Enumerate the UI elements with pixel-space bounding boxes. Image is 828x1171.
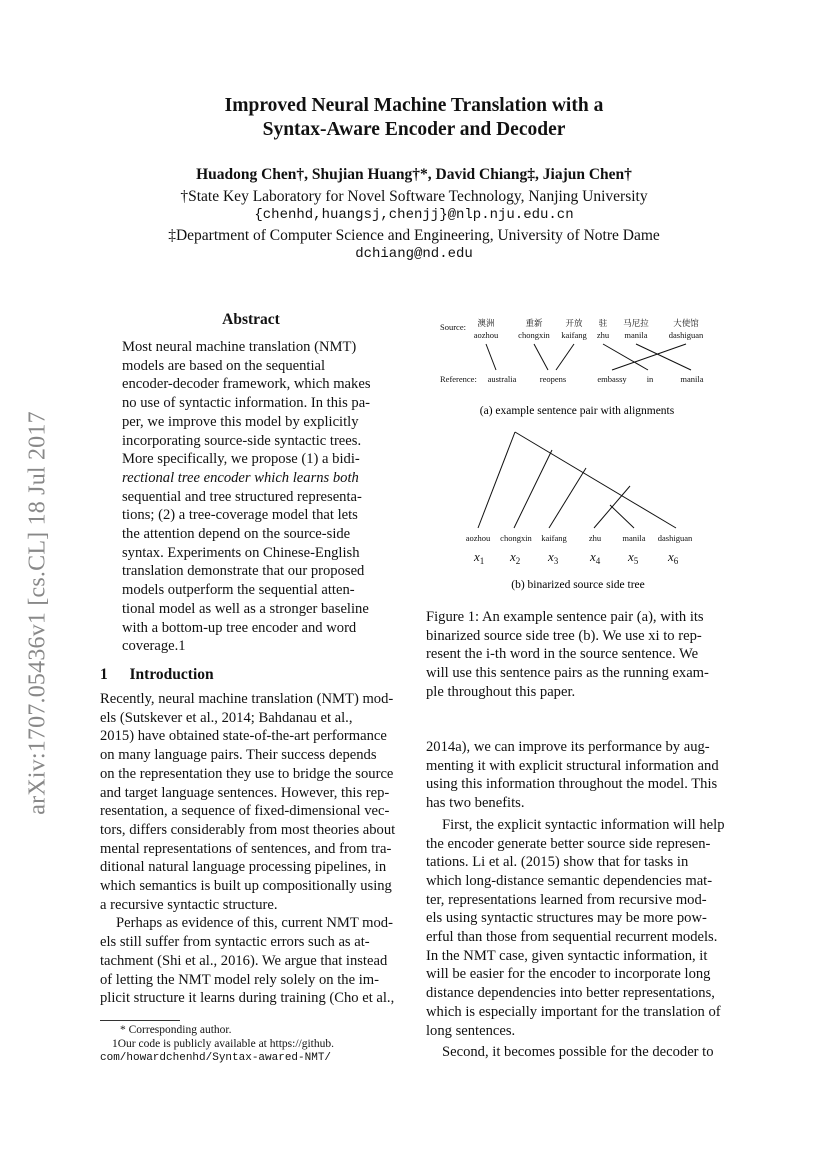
body-line: First, the explicit syntactic information will help [442, 816, 725, 833]
pinyin-4: zhu [596, 330, 610, 340]
section-number: 1 [100, 666, 108, 683]
intro-line: tors, differs considerably from most theories about [100, 821, 396, 838]
intro-line: on the representation they use to bridge the source [100, 765, 394, 782]
intro-line: els still suffer from syntactic errors such as at- [100, 934, 370, 951]
email-1: {chenhd,huangsj,chenjj}@nlp.nju.edu.cn [254, 207, 574, 223]
hanzi-6: 大使馆 [673, 318, 699, 328]
abstract-line: incorporating source-side syntactic trees. [122, 432, 362, 449]
alignment-link [636, 344, 691, 370]
footnote-rule [100, 1020, 180, 1021]
abstract-heading: Abstract [222, 311, 280, 328]
alignment-link [603, 344, 648, 370]
intro-line: mental representations of sentences, and from tra- [100, 840, 392, 857]
figure-caption [426, 608, 732, 702]
pinyin-3: kaifang [561, 330, 587, 340]
arxiv-sidebar-stamp [18, 378, 58, 848]
intro-line: a recursive syntactic structure. [100, 896, 278, 913]
intro-line: tachment (Shi et al., 2016). We argue that instead [100, 952, 388, 969]
caption-line: will use this sentence pairs as the running exam- [426, 665, 709, 682]
alignment-link [486, 344, 496, 370]
alignment-link [556, 344, 574, 370]
alignment-link [534, 344, 548, 370]
alignment-link [612, 344, 686, 370]
body-line: erful than those from sequential recurrent models. [426, 929, 718, 946]
tree-edge [514, 450, 552, 528]
tree-edge [478, 432, 515, 528]
intro-line: on many language pairs. Their success depends [100, 747, 377, 764]
caption-b: (b) binarized source side tree [511, 579, 645, 591]
hanzi-5: 马尼拉 [623, 318, 649, 328]
abstract-line: coverage.1 [122, 638, 186, 655]
ref-word-5: manila [680, 374, 704, 384]
ref-word-2: reopens [539, 374, 567, 384]
pinyin-2: chongxin [518, 330, 550, 340]
caption-line: Figure 1: An example sentence pair (a), with its [426, 609, 704, 625]
intro-line: ditional natural language processing pipelines, in [100, 859, 387, 876]
abstract-line: models outperform the sequential atten- [122, 582, 355, 599]
caption-line: ple throughout this paper. [426, 683, 576, 700]
abstract-line: the attention depend on the source-side [122, 526, 351, 543]
intro-line: 2015) have obtained state-of-the-art performance [100, 728, 387, 745]
abstract-line: with a bottom-up tree encoder and word [122, 619, 357, 636]
body-line: els using syntactic structures may be more pow- [426, 910, 707, 927]
intro-line: of letting the NMT model rely solely on the im- [100, 971, 379, 988]
footnote-corresponding: * Corresponding author. [120, 1024, 232, 1036]
var-x2: $x_2$ [510, 549, 521, 566]
body-line: which long-distance semantic dependencies mat- [426, 872, 713, 889]
abstract-line: no use of syntactic information. In this pa- [122, 395, 371, 412]
author-names: Huadong Chen†, Shujian Huang†*, David Chiang‡, Jiajun Chen† [196, 166, 632, 183]
paper-title-line-2: Syntax-Aware Encoder and Decoder [262, 119, 566, 140]
abstract-line: syntax. Experiments on Chinese-English [122, 544, 360, 561]
section-title: Introduction [129, 666, 214, 683]
body-line: tations. Li et al. (2015) show that for tasks in [426, 854, 689, 871]
leaf-6: dashiguan [657, 533, 693, 543]
body-line: distance dependencies into better representations, [426, 985, 715, 1002]
tree-edge [515, 432, 676, 528]
footnote-code-line-2: com/howardchenhd/Syntax-awared-NMT/ [100, 1052, 332, 1064]
source-label: Source: [440, 322, 466, 332]
body-line: ter, representations learned from recursive mod- [426, 891, 707, 908]
binarized-tree [478, 432, 676, 528]
body-line: long sentences. [426, 1022, 516, 1039]
hanzi-3: 开放 [565, 318, 583, 328]
abstract-line: More specifically, we propose (1) a bidi- [122, 451, 360, 468]
ref-word-3: embassy [597, 374, 627, 384]
abstract-line: Most neural machine translation (NMT) [122, 339, 357, 355]
pinyin-1: aozhou [473, 330, 499, 340]
body-line: using this information throughout the model. This [426, 776, 718, 793]
tree-edge [610, 505, 634, 528]
pinyin-6: dashiguan [668, 330, 704, 340]
abstract-line: rectional tree encoder which learns both [122, 469, 359, 486]
var-x1: $x_1$ [474, 549, 485, 566]
var-x4: $x_4$ [590, 549, 601, 566]
leaf-5: manila [622, 533, 646, 543]
abstract-line: tional model as well as a stronger baseline [122, 600, 369, 617]
intro-line: els (Sutskever et al., 2014; Bahdanau et al., [100, 709, 353, 726]
pinyin-5: manila [624, 330, 648, 340]
leaf-4: zhu [588, 533, 602, 543]
intro-line: Recently, neural machine translation (NMT) mod- [100, 691, 394, 707]
leaf-3: kaifang [541, 533, 567, 543]
caption-line: resent the i-th word in the source sentence. We [426, 646, 699, 663]
abstract-line: sequential and tree structured representa- [122, 488, 362, 505]
var-x6: $x_6$ [668, 549, 679, 566]
body-line: menting it with explicit structural information and [426, 757, 719, 774]
paper-title-line-1: Improved Neural Machine Translation with a [224, 95, 604, 116]
hanzi-1: 澳洲 [477, 318, 495, 328]
hanzi-4: 驻 [598, 318, 608, 328]
var-x3: $x_3$ [548, 549, 559, 566]
affiliation-2: ‡Department of Computer Science and Engineering, University of Notre Dame [168, 227, 660, 244]
footnote-code-line-1: 1Our code is publicly available at https://github. [112, 1038, 334, 1050]
body-line: will be easier for the encoder to incorporate long [426, 966, 711, 983]
abstract-line: tions; (2) a tree-coverage model that lets [122, 507, 358, 524]
ref-word-1: australia [487, 374, 517, 384]
tree-edge [549, 468, 586, 528]
abstract-line: per, we improve this model by explicitly [122, 413, 359, 430]
affiliation-1: †State Key Laboratory for Novel Software Technology, Nanjing University [180, 188, 648, 205]
leaf-2: chongxin [500, 533, 532, 543]
figure-1 [426, 310, 736, 600]
var-x5: $x_5$ [628, 549, 639, 566]
hanzi-2: 重新 [525, 318, 543, 328]
email-2: dchiang@nd.edu [355, 246, 473, 262]
body-line: 2014a), we can improve its performance by aug- [426, 739, 710, 755]
ref-word-4: in [646, 374, 654, 384]
intro-body [100, 690, 405, 1008]
body-line: which is especially important for the translation of [426, 1003, 721, 1020]
intro-line: resentation, a sequence of fixed-dimensional vec- [100, 803, 390, 820]
leaf-1: aozhou [465, 533, 491, 543]
intro-line: which semantics is built up compositionally using [100, 878, 392, 895]
intro-line: Perhaps as evidence of this, current NMT mod- [116, 915, 393, 932]
section-heading [100, 666, 214, 684]
arxiv-id: arXiv:1707.05436v1 [cs.CL] 18 Jul 2017 [24, 411, 51, 815]
intro-line: plicit structure it learns during training (Cho et al., [100, 990, 395, 1007]
body-line: In the NMT case, given syntactic information, it [426, 947, 708, 964]
abstract-body [122, 338, 380, 656]
abstract-line: models are based on the sequential [122, 357, 326, 374]
alignment-links [486, 344, 691, 370]
intro-line: and target language sentences. However, this rep- [100, 784, 390, 801]
body-line: the encoder generate better source side represen- [426, 835, 711, 852]
reference-label: Reference: [440, 374, 477, 384]
abstract-line: encoder-decoder framework, which makes [122, 376, 371, 393]
abstract-line: translation demonstrate that our proposed [122, 563, 365, 580]
caption-line: binarized source side tree (b). We use xi to rep- [426, 627, 702, 644]
body-line: has two benefits. [426, 795, 525, 812]
caption-a: (a) example sentence pair with alignments [479, 405, 675, 417]
body-line: Second, it becomes possible for the decoder to [442, 1044, 714, 1061]
right-column-body [426, 738, 732, 1062]
